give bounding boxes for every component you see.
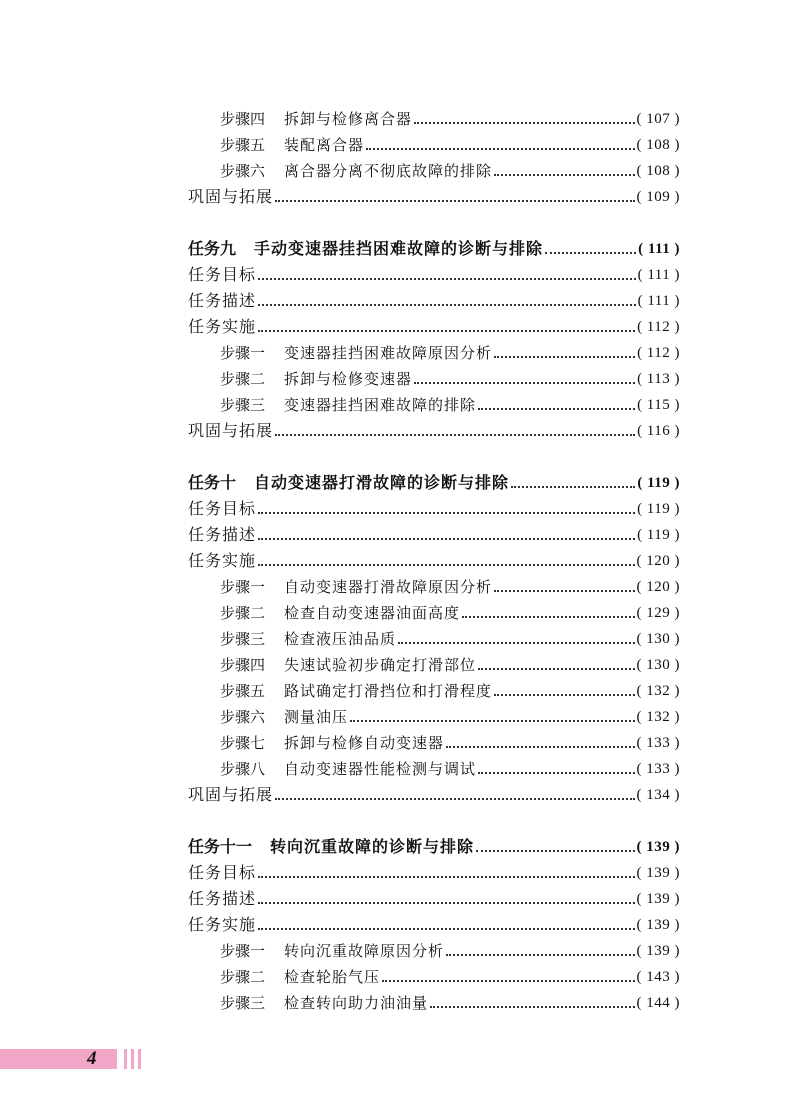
page-reference: ( 112 ) (637, 319, 680, 335)
page-reference: ( 116 ) (637, 423, 680, 439)
toc-step-entry[interactable] (188, 964, 680, 990)
page-reference: ( 108 ) (636, 137, 680, 153)
step-label: 步骤六 (220, 708, 266, 726)
section-label: 任务十 (188, 473, 237, 492)
step-label: 步骤一 (220, 942, 266, 960)
entry-title: 测量油压 (284, 708, 349, 726)
dot-leader (494, 173, 634, 176)
toc-entry[interactable] (188, 782, 680, 808)
entry-title: 任务实施 (188, 915, 257, 934)
dot-leader (275, 797, 634, 800)
step-label: 步骤一 (220, 344, 266, 362)
dot-leader (258, 329, 635, 332)
step-label: 步骤二 (220, 604, 266, 622)
entry-title: 变速器挂挡困难故障的排除 (284, 396, 477, 414)
entry-title: 拆卸与检修变速器 (284, 370, 413, 388)
dot-leader (478, 407, 635, 410)
section-label: 任务九 (188, 239, 237, 258)
page-reference: ( 119 ) (637, 527, 680, 543)
toc-step-entry[interactable] (188, 704, 680, 730)
section-gap (188, 808, 680, 834)
toc-entry[interactable] (188, 860, 680, 886)
step-label: 步骤四 (220, 656, 266, 674)
dot-leader (476, 849, 634, 852)
page-reference: ( 139 ) (636, 917, 680, 933)
page-reference: ( 120 ) (636, 553, 680, 569)
page-reference: ( 108 ) (636, 163, 680, 179)
dot-leader (494, 589, 634, 592)
entry-title: 检查自动变速器油面高度 (284, 604, 461, 622)
page-reference: ( 111 ) (638, 241, 680, 257)
dot-leader (494, 693, 634, 696)
page-reference: ( 109 ) (636, 189, 680, 205)
dot-leader (275, 433, 635, 436)
toc-step-entry[interactable] (188, 990, 680, 1016)
page-reference: ( 133 ) (636, 761, 680, 777)
toc-entry[interactable] (188, 886, 680, 912)
page-reference: ( 119 ) (637, 501, 680, 517)
page-reference: ( 113 ) (637, 371, 680, 387)
entry-title: 任务实施 (188, 551, 257, 570)
toc-step-entry[interactable] (188, 366, 680, 392)
step-label: 步骤三 (220, 396, 266, 414)
toc-step-entry[interactable] (188, 340, 680, 366)
entry-title: 自动变速器打滑故障的诊断与排除 (254, 473, 510, 492)
entry-title: 巩固与拓展 (188, 187, 274, 206)
page-reference: ( 139 ) (636, 839, 680, 855)
entry-title: 离合器分离不彻底故障的排除 (284, 162, 493, 180)
page-reference: ( 143 ) (636, 969, 680, 985)
step-label: 步骤三 (220, 630, 266, 648)
toc-entry[interactable] (188, 522, 680, 548)
toc-step-entry[interactable] (188, 756, 680, 782)
dot-leader (366, 147, 634, 150)
section-gap (188, 444, 680, 470)
dot-leader (258, 303, 636, 306)
step-label: 步骤二 (220, 968, 266, 986)
toc-section-heading[interactable] (188, 834, 680, 860)
toc-entry[interactable] (188, 262, 680, 288)
entry-title: 检查转向助力油油量 (284, 994, 429, 1012)
entry-title: 手动变速器挂挡困难故障的诊断与排除 (254, 239, 544, 258)
entry-title: 失速试验初步确定打滑部位 (284, 656, 477, 674)
toc-step-entry[interactable] (188, 938, 680, 964)
entry-title: 任务目标 (188, 265, 257, 284)
page-reference: ( 132 ) (636, 683, 680, 699)
entry-title: 检查轮胎气压 (284, 968, 381, 986)
entry-title: 任务目标 (188, 863, 257, 882)
toc-step-entry[interactable] (188, 678, 680, 704)
dot-leader (430, 1005, 634, 1008)
entry-title: 巩固与拓展 (188, 785, 274, 804)
footer-stripe (124, 1049, 127, 1069)
toc-step-entry[interactable] (188, 626, 680, 652)
page-reference: ( 134 ) (636, 787, 680, 803)
toc-step-entry[interactable] (188, 132, 680, 158)
page-reference: ( 139 ) (636, 891, 680, 907)
dot-leader (258, 901, 634, 904)
section-label: 任务十一 (188, 837, 253, 856)
dot-leader (398, 641, 634, 644)
dot-leader (446, 953, 634, 956)
dot-leader (545, 251, 636, 254)
page-reference: ( 111 ) (637, 267, 680, 283)
toc-step-entry[interactable] (188, 158, 680, 184)
step-label: 步骤八 (220, 760, 266, 778)
toc-step-entry[interactable] (188, 574, 680, 600)
dot-leader (414, 121, 634, 124)
page-reference: ( 132 ) (636, 709, 680, 725)
dot-leader (258, 927, 634, 930)
page-reference: ( 119 ) (637, 475, 680, 491)
entry-title: 巩固与拓展 (188, 421, 274, 440)
page-reference: ( 130 ) (636, 657, 680, 673)
entry-title: 任务目标 (188, 499, 257, 518)
step-label: 步骤五 (220, 682, 266, 700)
entry-title: 任务描述 (188, 889, 257, 908)
entry-title: 拆卸与检修自动变速器 (284, 734, 445, 752)
step-label: 步骤五 (220, 136, 266, 154)
entry-title: 自动变速器性能检测与调试 (284, 760, 477, 778)
toc-step-entry[interactable] (188, 652, 680, 678)
page-reference: ( 130 ) (636, 631, 680, 647)
step-label: 步骤六 (220, 162, 266, 180)
toc-entry[interactable] (188, 548, 680, 574)
toc-entry[interactable] (188, 314, 680, 340)
toc-entry[interactable] (188, 496, 680, 522)
page-number: 4 (87, 1048, 97, 1069)
dot-leader (258, 537, 635, 540)
toc-entry[interactable] (188, 288, 680, 314)
toc-entry[interactable] (188, 184, 680, 210)
page-reference: ( 112 ) (637, 345, 680, 361)
toc-step-entry[interactable] (188, 392, 680, 418)
toc-entry[interactable] (188, 912, 680, 938)
dot-leader (275, 199, 634, 202)
dot-leader (462, 615, 634, 618)
entry-title: 拆卸与检修离合器 (284, 110, 413, 128)
page-reference: ( 111 ) (637, 293, 680, 309)
table-of-contents (188, 106, 680, 1016)
page-reference: ( 144 ) (636, 995, 680, 1011)
page-reference: ( 107 ) (636, 111, 680, 127)
page-reference: ( 120 ) (636, 579, 680, 595)
footer-stripe (131, 1049, 134, 1069)
step-label: 步骤四 (220, 110, 266, 128)
entry-title: 转向沉重故障原因分析 (284, 942, 445, 960)
dot-leader (258, 563, 634, 566)
dot-leader (478, 667, 634, 670)
entry-title: 自动变速器打滑故障原因分析 (284, 578, 493, 596)
dot-leader (382, 979, 634, 982)
dot-leader (414, 381, 635, 384)
footer-stripe (138, 1049, 141, 1069)
page-reference: ( 115 ) (637, 397, 680, 413)
footer-color-band (0, 1049, 117, 1069)
entry-title: 任务实施 (188, 317, 257, 336)
dot-leader (511, 485, 635, 488)
page-reference: ( 139 ) (636, 865, 680, 881)
step-label: 步骤七 (220, 734, 266, 752)
toc-section-heading[interactable] (188, 236, 680, 262)
footer-stripes (124, 1049, 141, 1069)
page-reference: ( 129 ) (636, 605, 680, 621)
entry-title: 变速器挂挡困难故障原因分析 (284, 344, 493, 362)
entry-title: 路试确定打滑挡位和打滑程度 (284, 682, 493, 700)
toc-entry[interactable] (188, 418, 680, 444)
toc-step-entry[interactable] (188, 106, 680, 132)
dot-leader (478, 771, 634, 774)
step-label: 步骤三 (220, 994, 266, 1012)
entry-title: 转向沉重故障的诊断与排除 (270, 837, 475, 856)
page-reference: ( 139 ) (636, 943, 680, 959)
toc-step-entry[interactable] (188, 600, 680, 626)
dot-leader (258, 875, 634, 878)
entry-title: 任务描述 (188, 291, 257, 310)
dot-leader (494, 355, 635, 358)
dot-leader (350, 719, 634, 722)
entry-title: 装配离合器 (284, 136, 365, 154)
step-label: 步骤二 (220, 370, 266, 388)
toc-section-heading[interactable] (188, 470, 680, 496)
dot-leader (258, 511, 635, 514)
toc-step-entry[interactable] (188, 730, 680, 756)
page-reference: ( 133 ) (636, 735, 680, 751)
entry-title: 检查液压油品质 (284, 630, 397, 648)
dot-leader (446, 745, 634, 748)
section-gap (188, 210, 680, 236)
step-label: 步骤一 (220, 578, 266, 596)
dot-leader (258, 277, 636, 280)
entry-title: 任务描述 (188, 525, 257, 544)
